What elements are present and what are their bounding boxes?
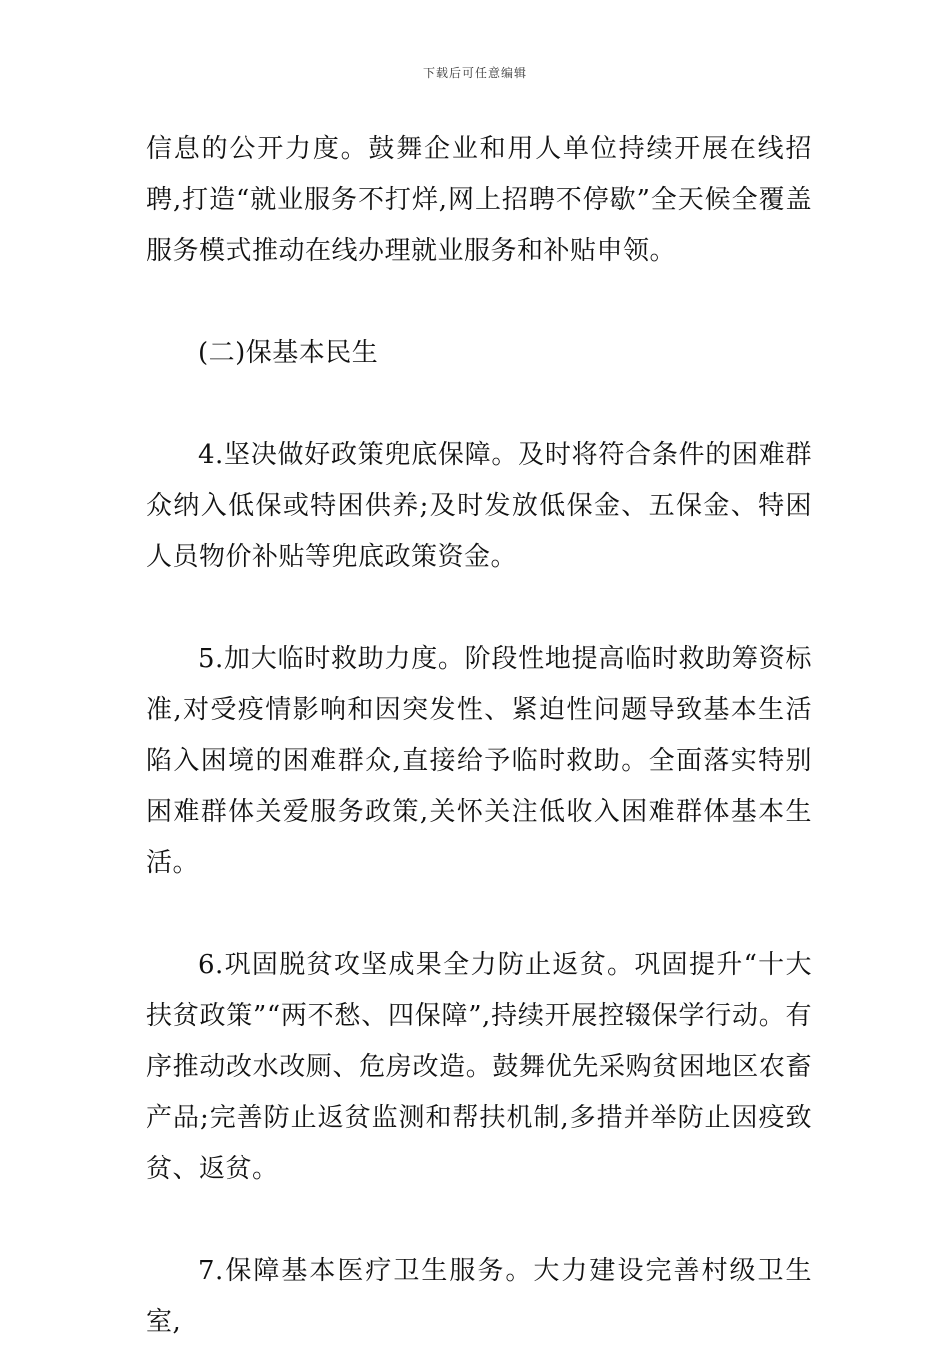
paragraph-gap [146, 1195, 812, 1246]
paragraph-gap [146, 379, 812, 430]
paragraph-gap [146, 277, 812, 328]
section-heading-livelihood: (二)保基本民生 [198, 338, 379, 368]
paragraph-gap [146, 889, 812, 940]
paragraph-item-5: 5.加大临时救助力度。阶段性地提高临时救助筹资标准,对受疫情影响和因突发性、紧迫性问题导致基本生活陷入困境的困难群众,直接给予临时救助。全面落实特别困难群体关爱服务政策,关怀关注低收入困难群体基本生活。 [146, 644, 812, 878]
page-header: 下载后可任意编辑 [422, 66, 527, 80]
paragraph-item-6: 6.巩固脱贫攻坚成果全力防止返贫。巩固提升“十大扶贫政策”“两不愁、四保障”,持续开展控辍保学行动。有序推动改水改厕、危房改造。鼓舞优先采购贫困地区农畜产品;完善防止返贫监测和帮扶机制,多措并举防止因疫致贫、返贫。 [146, 950, 812, 1184]
paragraph-employment-continued: 信息的公开力度。鼓舞企业和用人单位持续开展在线招聘,打造“就业服务不打烊,网上招聘不停歇”全天候全覆盖服务模式推动在线办理就业服务和补贴申领。 [146, 134, 812, 266]
paragraph-item-4: 4.坚决做好政策兜底保障。及时将符合条件的困难群众纳入低保或特困供养;及时发放低保金、五保金、特困人员物价补贴等兜底政策资金。 [146, 440, 812, 572]
paragraph-gap [146, 583, 812, 634]
document-body [146, 124, 812, 1348]
paragraph-item-7: 7.保障基本医疗卫生服务。大力建设完善村级卫生室, [146, 1256, 812, 1337]
